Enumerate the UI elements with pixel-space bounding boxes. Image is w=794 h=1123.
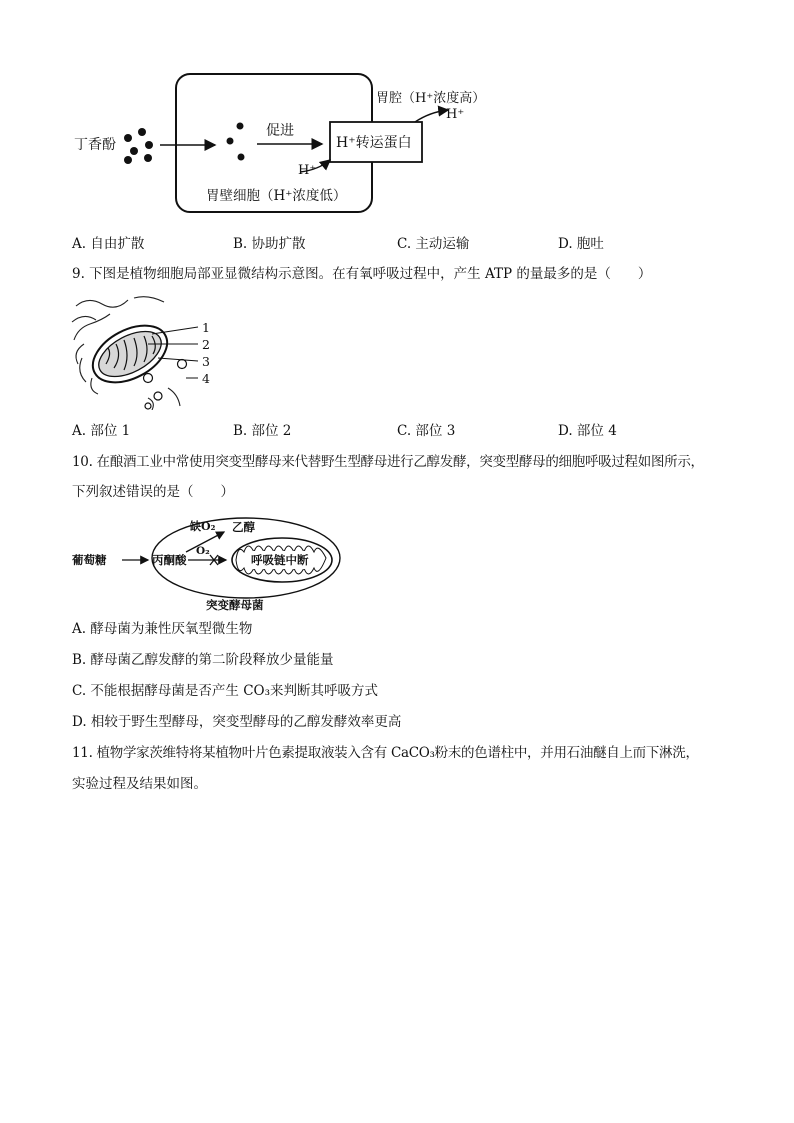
eugenol-molecules [124, 128, 153, 164]
clove-label: 丁香酚 [74, 137, 116, 153]
transporter-label: H⁺转运蛋白 [336, 135, 412, 151]
q9-option-b[interactable]: B. 部位 2 [233, 423, 292, 439]
q11-line1: 11. 植物学家茨维特将某植物叶片色素提取液装入含有 CaCO₃粉末的色谱柱中，并用石油醚自上而下淋洗， [72, 745, 699, 761]
h-in-label: H⁺ [298, 163, 317, 178]
label-1: 1 [202, 320, 210, 335]
q8-figure [60, 68, 500, 218]
intracellular-molecules [227, 123, 245, 161]
q10-option-c[interactable]: C. 不能根据酵母菌是否产生 CO₃来判断其呼吸方式 [72, 683, 379, 699]
label-4: 4 [202, 371, 210, 386]
h-out-label: H⁺ [446, 107, 465, 122]
mitochondrion [83, 314, 176, 394]
q9-option-a[interactable]: A. 部位 1 [72, 423, 131, 439]
q9-option-c[interactable]: C. 部位 3 [397, 423, 456, 439]
q11-line2: 实验过程及结果如图。 [72, 776, 207, 792]
q10-stem-line1: 10. 在酿酒工业中常使用突变型酵母来代替野生型酵母进行乙醇发酵，突变型酵母的细胞呼吸过程如图所示， [72, 454, 704, 470]
q9-option-d[interactable]: D. 部位 4 [558, 423, 617, 439]
q10-figure [72, 512, 342, 612]
label-3: 3 [202, 354, 210, 369]
ethanol-label: 乙醇 [232, 520, 255, 534]
glucose-label: 葡萄糖 [72, 553, 107, 567]
q10-option-b[interactable]: B. 酵母菌乙醇发酵的第二阶段释放少量能量 [72, 652, 334, 668]
lack-o2-label: 缺O₂ [190, 520, 216, 533]
mutant-yeast-label: 突变酵母菌 [206, 598, 264, 612]
q10-option-d[interactable]: D. 相较于野生型酵母，突变型酵母的乙醇发酵效率更高 [72, 714, 402, 730]
lumen-label: 胃腔（H⁺浓度高） [376, 91, 486, 106]
q9-stem: 9. 下图是植物细胞局部亚显微结构示意图。在有氧呼吸过程中，产生 ATP 的量最多的是（ ） [72, 266, 652, 282]
q8-option-a[interactable]: A. 自由扩散 [72, 236, 145, 252]
cell-label: 胃壁细胞（H⁺浓度低） [206, 188, 347, 204]
q8-option-d[interactable]: D. 胞吐 [558, 236, 604, 252]
q9-figure [68, 294, 228, 410]
chain-break-label: 呼吸链中断 [251, 553, 309, 567]
pyruvate-label: 丙酮酸 [152, 553, 187, 567]
q10-stem-line2: 下列叙述错误的是（ ） [72, 484, 234, 500]
q8-option-b[interactable]: B. 协助扩散 [233, 236, 306, 252]
label-2: 2 [202, 337, 210, 352]
promote-label: 促进 [266, 123, 294, 139]
h-out-arrow [415, 110, 448, 122]
q10-option-a[interactable]: A. 酵母菌为兼性厌氧型微生物 [72, 621, 253, 637]
q8-option-c[interactable]: C. 主动运输 [397, 236, 470, 252]
o2-label: O₂ [196, 545, 210, 557]
